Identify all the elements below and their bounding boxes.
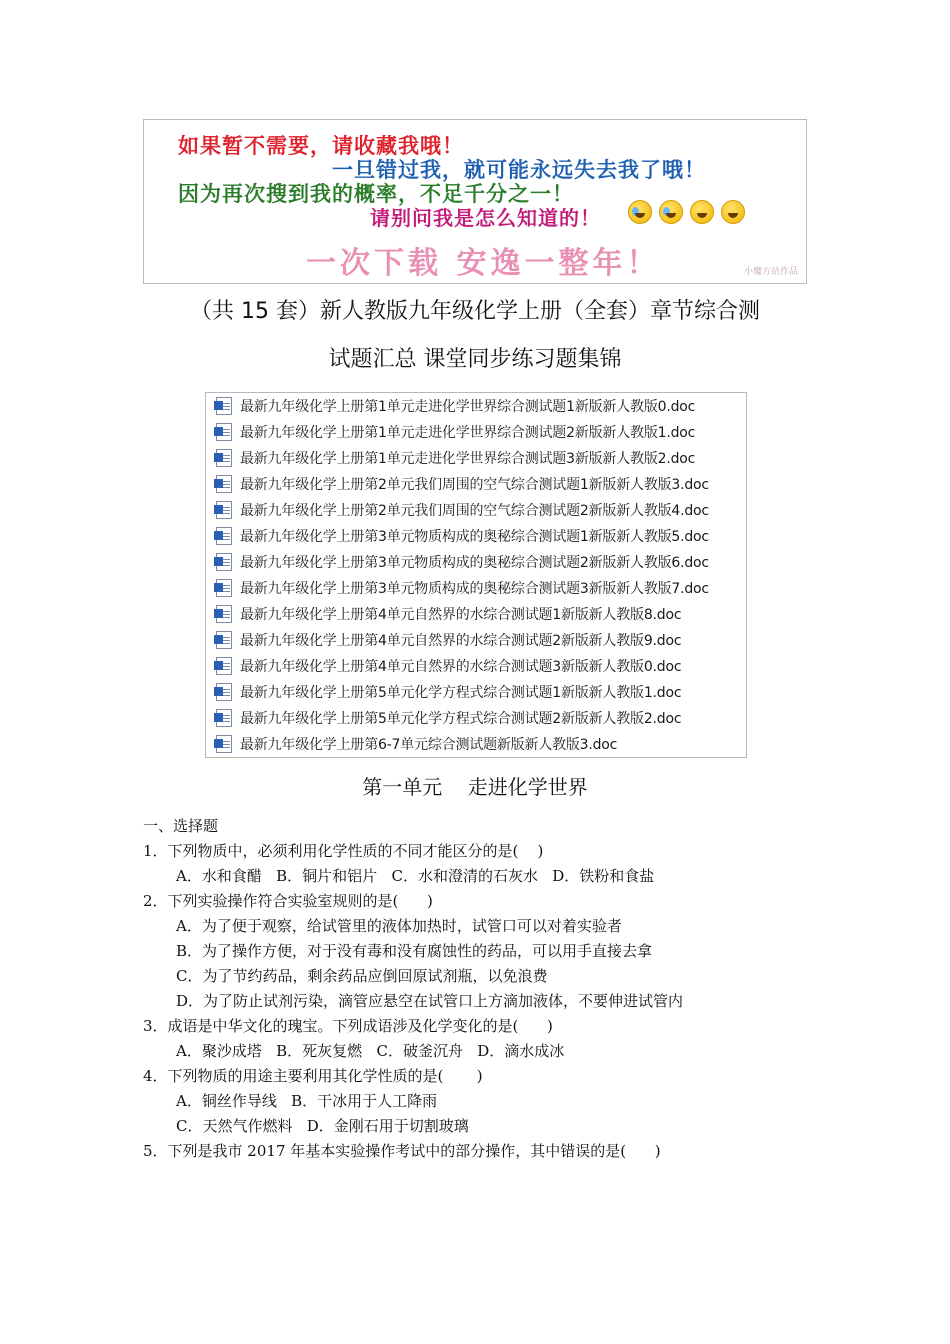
word-doc-icon bbox=[216, 553, 232, 571]
question-stem: 2．下列实验操作符合实验室规则的是( ) bbox=[143, 892, 433, 910]
file-item[interactable] bbox=[216, 733, 617, 755]
file-name: 最新九年级化学上册第3单元物质构成的奥秘综合测试题3新版新人教版7.doc bbox=[240, 581, 709, 597]
word-doc-icon bbox=[216, 579, 232, 597]
file-name: 最新九年级化学上册第6-7单元综合测试题新版新人教版3.doc bbox=[240, 737, 618, 753]
section-heading: 一、选择题 bbox=[143, 817, 219, 835]
question-stem: 3．成语是中华文化的瑰宝。下列成语涉及化学变化的是( ) bbox=[143, 1017, 553, 1035]
question-option: A．铜丝作导线 B．干冰用于人工降雨 bbox=[176, 1092, 438, 1110]
file-name: 最新九年级化学上册第4单元自然界的水综合测试题3新版新人教版0.doc bbox=[240, 659, 682, 675]
file-item[interactable] bbox=[216, 551, 709, 573]
file-name: 最新九年级化学上册第1单元走进化学世界综合测试题3新版新人教版2.doc bbox=[240, 451, 696, 467]
file-item[interactable] bbox=[216, 473, 709, 495]
banner-line-4: 请别问我是怎么知道的！ bbox=[370, 206, 601, 230]
file-name: 最新九年级化学上册第2单元我们周围的空气综合测试题2新版新人教版4.doc bbox=[240, 503, 709, 519]
file-name: 最新九年级化学上册第4单元自然界的水综合测试题2新版新人教版9.doc bbox=[240, 633, 682, 649]
word-doc-icon bbox=[216, 605, 232, 623]
document-title-line-2: 试题汇总 课堂同步练习题集锦 bbox=[328, 347, 622, 372]
crying-face-icon bbox=[628, 200, 652, 224]
word-doc-icon bbox=[216, 449, 232, 467]
grinning-face-icon bbox=[721, 200, 745, 224]
file-item[interactable] bbox=[216, 707, 681, 729]
file-item[interactable] bbox=[216, 395, 695, 417]
banner-signature: 小魔方站作品 bbox=[743, 267, 798, 277]
question-stem: 1．下列物质中，必须利用化学性质的不同才能区分的是( ) bbox=[143, 842, 544, 860]
file-name: 最新九年级化学上册第5单元化学方程式综合测试题2新版新人教版2.doc bbox=[240, 711, 682, 727]
word-doc-icon bbox=[216, 631, 232, 649]
file-item[interactable] bbox=[216, 499, 709, 521]
question-stem: 5．下列是我市 2017 年基本实验操作考试中的部分操作，其中错误的是( ) bbox=[143, 1142, 661, 1160]
banner-line-3: 因为再次搜到我的概率，不足千分之一！ bbox=[178, 182, 574, 206]
file-item[interactable] bbox=[216, 603, 681, 625]
unit-heading: 第一单元 走进化学世界 bbox=[362, 775, 588, 799]
file-name: 最新九年级化学上册第1单元走进化学世界综合测试题1新版新人教版0.doc bbox=[240, 399, 696, 415]
file-name: 最新九年级化学上册第3单元物质构成的奥秘综合测试题1新版新人教版5.doc bbox=[240, 529, 709, 545]
word-doc-icon bbox=[216, 709, 232, 727]
word-doc-icon bbox=[216, 527, 232, 545]
grinning-face-icon bbox=[690, 200, 714, 224]
word-doc-icon bbox=[216, 475, 232, 493]
promo-banner bbox=[143, 119, 807, 284]
file-item[interactable] bbox=[216, 525, 709, 547]
word-doc-icon bbox=[216, 683, 232, 701]
file-name: 最新九年级化学上册第4单元自然界的水综合测试题1新版新人教版8.doc bbox=[240, 607, 682, 623]
question-option: C．天然气作燃料 D．金刚石用于切割玻璃 bbox=[176, 1117, 469, 1135]
crying-face-icon bbox=[659, 200, 683, 224]
banner-line-1: 如果暂不需要，请收藏我哦！ bbox=[178, 134, 464, 158]
banner-slogan: 一次下载 安逸一整年！ bbox=[306, 246, 661, 281]
document-title-line-1: （共 15 套）新人教版九年级化学上册（全套）章节综合测 bbox=[190, 299, 760, 324]
file-item[interactable] bbox=[216, 421, 695, 443]
file-list bbox=[205, 392, 747, 758]
file-name: 最新九年级化学上册第2单元我们周围的空气综合测试题1新版新人教版3.doc bbox=[240, 477, 709, 493]
file-item[interactable] bbox=[216, 447, 695, 469]
file-name: 最新九年级化学上册第3单元物质构成的奥秘综合测试题2新版新人教版6.doc bbox=[240, 555, 709, 571]
file-name: 最新九年级化学上册第1单元走进化学世界综合测试题2新版新人教版1.doc bbox=[240, 425, 696, 441]
file-item[interactable] bbox=[216, 629, 681, 651]
question-option: A．聚沙成塔 B．死灰复燃 C．破釜沉舟 D．滴水成冰 bbox=[176, 1042, 565, 1060]
question-option: D．为了防止试剂污染，滴管应悬空在试管口上方滴加液体，不要伸进试管内 bbox=[176, 992, 684, 1010]
question-option: C．为了节约药品，剩余药品应倒回原试剂瓶，以免浪费 bbox=[176, 967, 548, 985]
word-doc-icon bbox=[216, 657, 232, 675]
question-option: A．为了便于观察，给试管里的液体加热时，试管口可以对着实验者 bbox=[176, 917, 622, 935]
question-option: B．为了操作方便，对于没有毒和没有腐蚀性的药品，可以用手直接去拿 bbox=[176, 942, 653, 960]
word-doc-icon bbox=[216, 423, 232, 441]
question-stem: 4．下列物质的用途主要利用其化学性质的是( ) bbox=[143, 1067, 483, 1085]
emoji-group bbox=[628, 200, 745, 224]
question-option: A．水和食醋 B．铜片和铝片 C．水和澄清的石灰水 D．铁粉和食盐 bbox=[176, 867, 655, 885]
file-item[interactable] bbox=[216, 577, 709, 599]
file-item[interactable] bbox=[216, 655, 681, 677]
banner-line-2: 一旦错过我，就可能永远失去我了哦！ bbox=[332, 158, 706, 182]
word-doc-icon bbox=[216, 735, 232, 753]
file-name: 最新九年级化学上册第5单元化学方程式综合测试题1新版新人教版1.doc bbox=[240, 685, 682, 701]
word-doc-icon bbox=[216, 501, 232, 519]
file-item[interactable] bbox=[216, 681, 681, 703]
word-doc-icon bbox=[216, 397, 232, 415]
